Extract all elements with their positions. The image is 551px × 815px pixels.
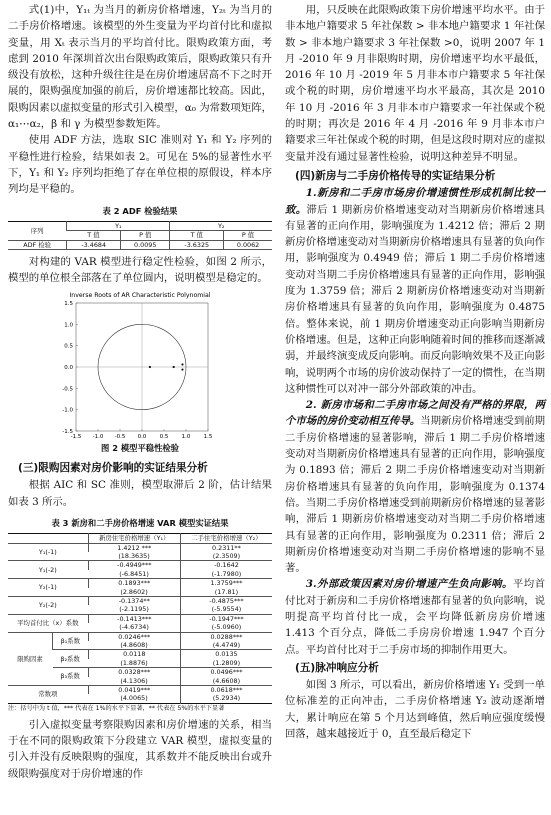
figure-caption: 图 2 模型平稳性检验 — [101, 442, 179, 453]
table-row — [8, 543, 272, 552]
table-cell: 0.0135 — [180, 650, 272, 659]
point-body: 平均首付比对于新房和二手房价格增速都有显著的负向影响，说明提高平均首付比一成，会平均降低新房房价增速 1.413 个百分点，降低二手房房价增速 1.947 个百分点。平均首付比对于二手房市场的抑制作用更大。 — [285, 578, 545, 656]
x-tick-label: -1.5 — [70, 433, 82, 439]
figure-title: Inverse Roots of AR Characteristic Polynomial — [69, 291, 211, 299]
table-cell: -0.1947*** — [180, 614, 272, 623]
table-header: 二手住宅价格增速（Y₂） — [180, 534, 272, 543]
table-cell: (18.3635) — [118, 551, 150, 560]
table-cell: 1.3759*** — [180, 579, 272, 588]
table-note: 注：括号中为 t 值，*** 代表在 1%的水平下显著，** 代表在 5%的水平下显著 — [8, 704, 225, 712]
table-row — [8, 632, 272, 641]
table-cell: 0.0328*** — [88, 668, 180, 677]
point-body: 当期新房价格增速受到前期二手房价格增速的显著影响，滞后 1 期二手房价格增速变动对当期新房价格增速具有显著的正向作用，影响强度为 0.1893 倍；滞后 2 期二手房价格增速变动对当期新房价格增速具有显著的负向作用，影响强度为 0.1374 倍。当期二手房价格增速受到前期新房价格增速的显著影响，滞后 1 期新房价格增速变动对当期二手房价格增速具有显著的正向作用，影响强度为 0.2311 倍；滞后 2 期新房价格增速变动对当期二手房价格增速的影响不显著。 — [285, 415, 546, 575]
table-cell: (-5.0960) — [180, 623, 272, 632]
table-header — [8, 534, 88, 543]
table-cell: (-5.9554) — [180, 605, 272, 614]
table-cell: 0.0062 — [224, 240, 272, 249]
table-cell: 0.1893*** — [88, 579, 180, 588]
section-heading: (四)新房与二手房价格传导的实证结果分析 — [295, 169, 496, 182]
x-tick-label: 0.5 — [159, 433, 169, 439]
paragraph: 如图 3 所示，可以看出，新房价格增速 Y₁ 受到一单位标准差的正向冲击，二手房价格增速 Y₂ 波动逐渐增大，累计响应在第 5 个月达到峰值，然后响应强度缓慢回落，越来越接近于 0，直至最后稳定下 — [285, 679, 545, 741]
table-cell: (4.8608) — [120, 641, 148, 650]
table-caption: 表 2 ADF 检验结果 — [102, 205, 178, 216]
section-heading: (三)限购因素对房价影响的实证结果分析 — [18, 461, 208, 474]
x-tick-label: -1.0 — [92, 433, 104, 439]
table-row — [8, 579, 272, 588]
point-heading: 1.新房和二手房市场房价增速惯性形成机制比较一致。 — [285, 187, 545, 216]
table-cell: 0.0419*** — [88, 686, 180, 695]
table-cell: (4.0065) — [120, 694, 148, 703]
root-point — [181, 363, 183, 365]
table-cell: Y₁(-2) — [8, 561, 88, 579]
table-cell: (-4.6734) — [119, 623, 149, 632]
right-column — [285, 2, 545, 742]
adf-table — [8, 221, 272, 250]
table-cell: (4.1306) — [120, 676, 148, 685]
table-cell: (1.8876) — [120, 658, 148, 667]
table-cell: (-6.8451) — [119, 569, 149, 578]
x-tick-label: 1.0 — [181, 433, 191, 439]
x-tick-label: -0.5 — [114, 433, 126, 439]
table-cell: (5.2934) — [180, 694, 272, 703]
table-row — [8, 561, 272, 570]
table-cell: (4.6608) — [180, 677, 272, 686]
table-row — [8, 614, 272, 623]
point-heading: 3.外部政策因素对房价增速产生负向影响。 — [305, 578, 513, 591]
table-cell: -0.1642 — [180, 561, 272, 570]
table-cell: β₁系数 — [53, 632, 89, 650]
table-cell: -0.1374** — [88, 597, 180, 606]
paragraph: 式(1)中，Y₁ₜ 为当月的新房价格增速，Y₂ₜ 为当月的二手房价格增速。该模型的外生变量为平均首付比和虚拟变量，用 Xₜ 表示当月的平均首付比。限购政策方面，考虑到 2010 年深圳首次出台限购政策后，限购政策只有升级没有放松，这种升级往往是在房价增速居高不下之时开展的，限购强度加强的前后，房价增速都比较高。因此，限购因素以虚拟变量的形式引入模型，α₀ 为常数项矩阵，α₁⋯α₂，β 和 γ 为模型参数矩阵。 — [8, 4, 272, 131]
paragraph: 根据 AIC 和 SC 准则，模型取滞后 2 阶，估计结果如表 3 所示。 — [8, 479, 272, 508]
paragraph — [285, 185, 545, 397]
table-cell: β₃系数 — [53, 668, 89, 686]
root-point — [149, 366, 151, 368]
table-row — [8, 686, 272, 695]
table-cell: -3.6325 — [170, 240, 224, 249]
table-cell: -0.4949*** — [88, 561, 180, 570]
x-tick-label: 1.5 — [203, 433, 213, 439]
y-tick-label: 0.0 — [64, 364, 73, 371]
table-row — [8, 597, 272, 606]
table-cell: (2.8602) — [120, 587, 148, 596]
paragraph: 使用 ADF 方法，选取 SIC 准则对 Y₁ 和 Y₂ 序列的平稳性进行检验，结果如表 2。可见在 5%的显著性水平下，Y₁ 和 Y₂ 序列均拒绝了存在单位根的原假设，样本序列均是平稳的。 — [8, 134, 272, 196]
unit-root-figure — [40, 289, 240, 439]
table-header: T 值 — [170, 231, 224, 240]
table-header: T 值 — [67, 231, 121, 240]
paragraph: 对构建的 VAR 模型进行稳定性检验，如图 2 所示，模型的单位根全部落在了单位圆内，说明模型是稳定的。 — [8, 256, 272, 285]
table-row — [8, 240, 272, 249]
paragraph: 用，只反映在此限购政策下房价增速平均水平。由于非本地户籍要求 5 年社保数 > 非本地户籍要求 1 年社保数 > 非本地户籍要求 3 年社保数 >0，说明 2007 年 1 月 -2010 年 9 月非限购时期，房价增速平均水平最低，2016 年 10 月 -2019 年 5 月非本市户籍要求 5 年社保或个税的时期，房价增速平均水平最高，其次是 2010 年 10 月 -2016 年 3 月非本市户籍要求一年社保或个税的时期；再次是 2016 年 4 月 -2016 年 9 月非本市户籍要求三年社保或个税的时期，但是这段时期对应的虚拟变量并没有通过显著性检验，说明这种差异不明显。 — [285, 4, 545, 163]
table-header: Y₁ — [67, 221, 170, 230]
y-tick-label: 1.0 — [64, 321, 73, 328]
paragraph: 引入虚拟变量考察限购因素和房价增速的关系，相当于在不同的限购政策下分段建立 VAR 模型，虚拟变量的引入并没有反映限购的强度，其系数并不能反映出台或升级限购强度对于房价增速的作 — [8, 718, 272, 780]
table-cell: 0.2311** — [180, 543, 272, 552]
y-ticks — [62, 301, 78, 435]
table-cell: 0.0095 — [121, 240, 170, 249]
section-heading: (五)脉冲响应分析 — [295, 661, 379, 674]
point-heading: 2. 新房市场和二手房市场之间没有严格的界限，两个市场的房价变动相互传导。 — [285, 399, 545, 428]
x-tick-label: 0.0 — [137, 433, 147, 439]
table-caption: 表 3 新房和二手房价格增速 VAR 模型实证结果 — [51, 517, 229, 528]
table-cell: Y₂(-2) — [8, 597, 88, 615]
table-cell: -0.4875*** — [180, 597, 272, 606]
table-cell: 0.0118 — [88, 650, 180, 659]
table-cell: 平均首付比（x）系数 — [8, 614, 88, 632]
table-cell: (1.2809) — [180, 659, 272, 668]
table-cell: 限购因素 — [8, 632, 53, 685]
root-point — [173, 366, 175, 368]
y-tick-label: -1.0 — [62, 407, 73, 414]
table-header: 序列 — [8, 221, 67, 240]
table-cell: 0.0618*** — [180, 686, 272, 695]
table-cell: ADF 检验 — [8, 240, 67, 249]
root-point — [181, 368, 183, 370]
table-header: 新房住宅价格增速（Y₁） — [88, 534, 180, 543]
paragraph — [285, 576, 545, 657]
table-cell: 0.0246*** — [88, 632, 180, 641]
table-cell: Y₁(-1) — [8, 543, 88, 561]
y-tick-label: -0.5 — [62, 386, 73, 393]
x-ticks — [71, 429, 213, 439]
table-cell: (-1.7980) — [180, 570, 272, 579]
y-tick-label: 1.5 — [64, 300, 73, 307]
table-cell: (4.4749) — [180, 641, 272, 650]
left-column — [8, 2, 272, 782]
table-cell: Y₂(-1) — [8, 579, 88, 597]
table-cell: (2.3509) — [180, 552, 272, 561]
y-tick-label: 0.5 — [64, 343, 73, 350]
paragraph — [285, 397, 545, 576]
table-cell: 0.0496*** — [180, 668, 272, 677]
table-header: P 值 — [121, 231, 170, 240]
point-body: 滞后 1 期新房价格增速变动对当期新房价格增速具有显著的正向作用，影响强度为 1.4212 倍；滞后 2 期新房价格增速变动对当期新房价格增速具有显著的负向作用，影响强度为 0.4949 倍；滞后 1 期二手房价格增速变动对当期二手房价格增速具有显著的正向作用，影响强度为 1.3759 倍；滞后 2 期新房价格增速变动对当期新房价格增速具有显著的负向作用，影响强度为 0.4875 倍。整体来说，前 1 期房价增速变动正向影响当期新房价格增速。但是，这种正向影响随着时间的推移而逐渐减弱，并最终演变成反向影响。而反向影响效果不及正向影响，说明两个市场的房价波动保持了一定的惯性，在当期这种惯性可以对冲一部分外部政策的冲击。 — [285, 203, 546, 395]
table-header: P 值 — [224, 231, 272, 240]
table-cell: 常数项 — [8, 686, 88, 704]
table-cell: 0.0288*** — [180, 632, 272, 641]
table-cell: (17.81) — [180, 588, 272, 597]
table-cell: 1.4212 *** — [88, 543, 180, 552]
table-cell: (-2.1195) — [119, 605, 149, 614]
var-results-table — [8, 533, 272, 704]
table-header: Y₂ — [170, 221, 272, 230]
table-cell: -0.1413*** — [88, 614, 180, 623]
table-cell: -3.4684 — [67, 240, 121, 249]
y-tick-label: -1.5 — [62, 428, 73, 435]
table-cell: β₂系数 — [53, 650, 89, 668]
